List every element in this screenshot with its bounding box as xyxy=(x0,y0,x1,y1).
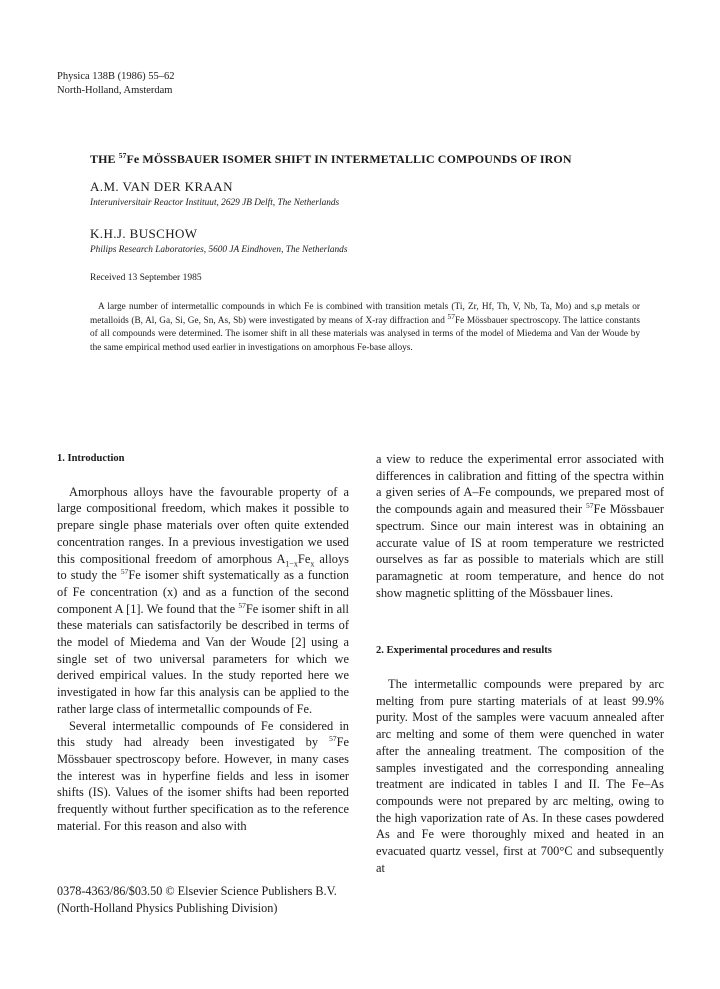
paragraph: a view to reduce the experimental error associated with differences in calibration and fitting of the spectra within a given series of A–Fe compounds, we prepared most of the compounds again and measured their $^{57}$Fe Mössbauer spectrum. Since our main interest was in obtaining an accurate value of IS at room temperature we restricted ourselves as far as possible to materials which are still paramagnetic at room temperature, and hence do not show magnetic splitting of the Mössbauer lines. xyxy=(376,452,664,600)
abstract: A large number of intermetallic compounds in which Fe is combined with transition metals (Ti, Zr, Hf, Th, V, Nb, Ta, Mo) and s,p metals or metalloids (B, Al, Ga, Si, Ge, Sn, As, Sb) were investigated by means of X-ray diffraction and $^{57}$Fe Mössbauer spectroscopy. The lattice constants of all compounds were determined. The isomer shift in all these materials was analysed in terms of the model of Miedema and Van der Woude by the same empirical method used earlier in investigations on amorphous Fe-base alloys. xyxy=(90,302,640,353)
author-affiliation: Interuniversitair Reactor Instituut, 2629 JB Delft, The Netherlands xyxy=(90,198,340,208)
left-column xyxy=(57,451,349,834)
author-affiliation: Philips Research Laboratories, 5600 JA Eindhoven, The Netherlands xyxy=(90,245,348,255)
author-name: A.M. VAN DER KRAAN xyxy=(90,179,233,194)
section-heading: 1. Introduction xyxy=(57,453,125,464)
journal-citation: Physica 138B (1986) 55–62 xyxy=(57,71,175,82)
copyright-footer xyxy=(57,883,337,917)
author-name: K.H.J. BUSCHOW xyxy=(90,226,198,241)
journal-header xyxy=(57,70,175,98)
received-date: Received 13 September 1985 xyxy=(90,273,202,283)
paragraph: Several intermetallic compounds of Fe considered in this study had already been investigated by $^{57}$Fe Mössbauer spectroscopy before. However, in many cases the interest was in hyperfine fields and less in isomer shifts (IS). Values of the isomer shifts had been reported frequently without further specification as to the reference material. For this reason and also with xyxy=(57,718,349,833)
division-line: (North-Holland Physics Publishing Division) xyxy=(57,901,278,915)
paragraph: The intermetallic compounds were prepared by arc melting from pure starting materials of at least 99.9% purity. Most of the samples were vacuum annealed after arc melting and some of them were quenched in water after the annealing treatment. The composition of the samples investigated and the corresponding annealing treatment are indicated in tables I and II. The Fe–As compounds were not prepared by arc melting, owing to the high vaporization rate of As. In these cases powdered As and Fe were thoroughly mixed and heated in an evacuated quartz vessel, first at 700°C and subsequently at xyxy=(376,677,664,875)
publisher-line: North-Holland, Amsterdam xyxy=(57,85,173,96)
paragraph: Amorphous alloys have the favourable property of a large compositional freedom, which makes it possible to prepare single phase materials over often quite extended concentration ranges. In a previous investigation we used this compositional freedom of amorphous $A_{1-x}Fe_x$ alloys to study the $^{57}$Fe isomer shift systematically as a function of Fe concentration (x) and as a function of the second component A [1]. We found that the $^{57}$Fe isomer shift in all these materials can satisfactorily be described in terms of the model of Miedema and Van der Woude [2] using a single set of two universal parameters for which we derived empirical values. In the study reported here we investigated in how far this analysis can be applied to the rather large class of intermetallic compounds of Fe. xyxy=(57,484,349,716)
paper-title: THE $^{57}$Fe MÖSSBAUER ISOMER SHIFT IN INTERMETALLIC COMPOUNDS OF IRON xyxy=(90,151,572,166)
right-column xyxy=(376,451,664,876)
section-heading: 2. Experimental procedures and results xyxy=(376,645,552,657)
issn-line: 0378-4363/86/$03.50 © Elsevier Science Publishers B.V. xyxy=(57,884,337,898)
